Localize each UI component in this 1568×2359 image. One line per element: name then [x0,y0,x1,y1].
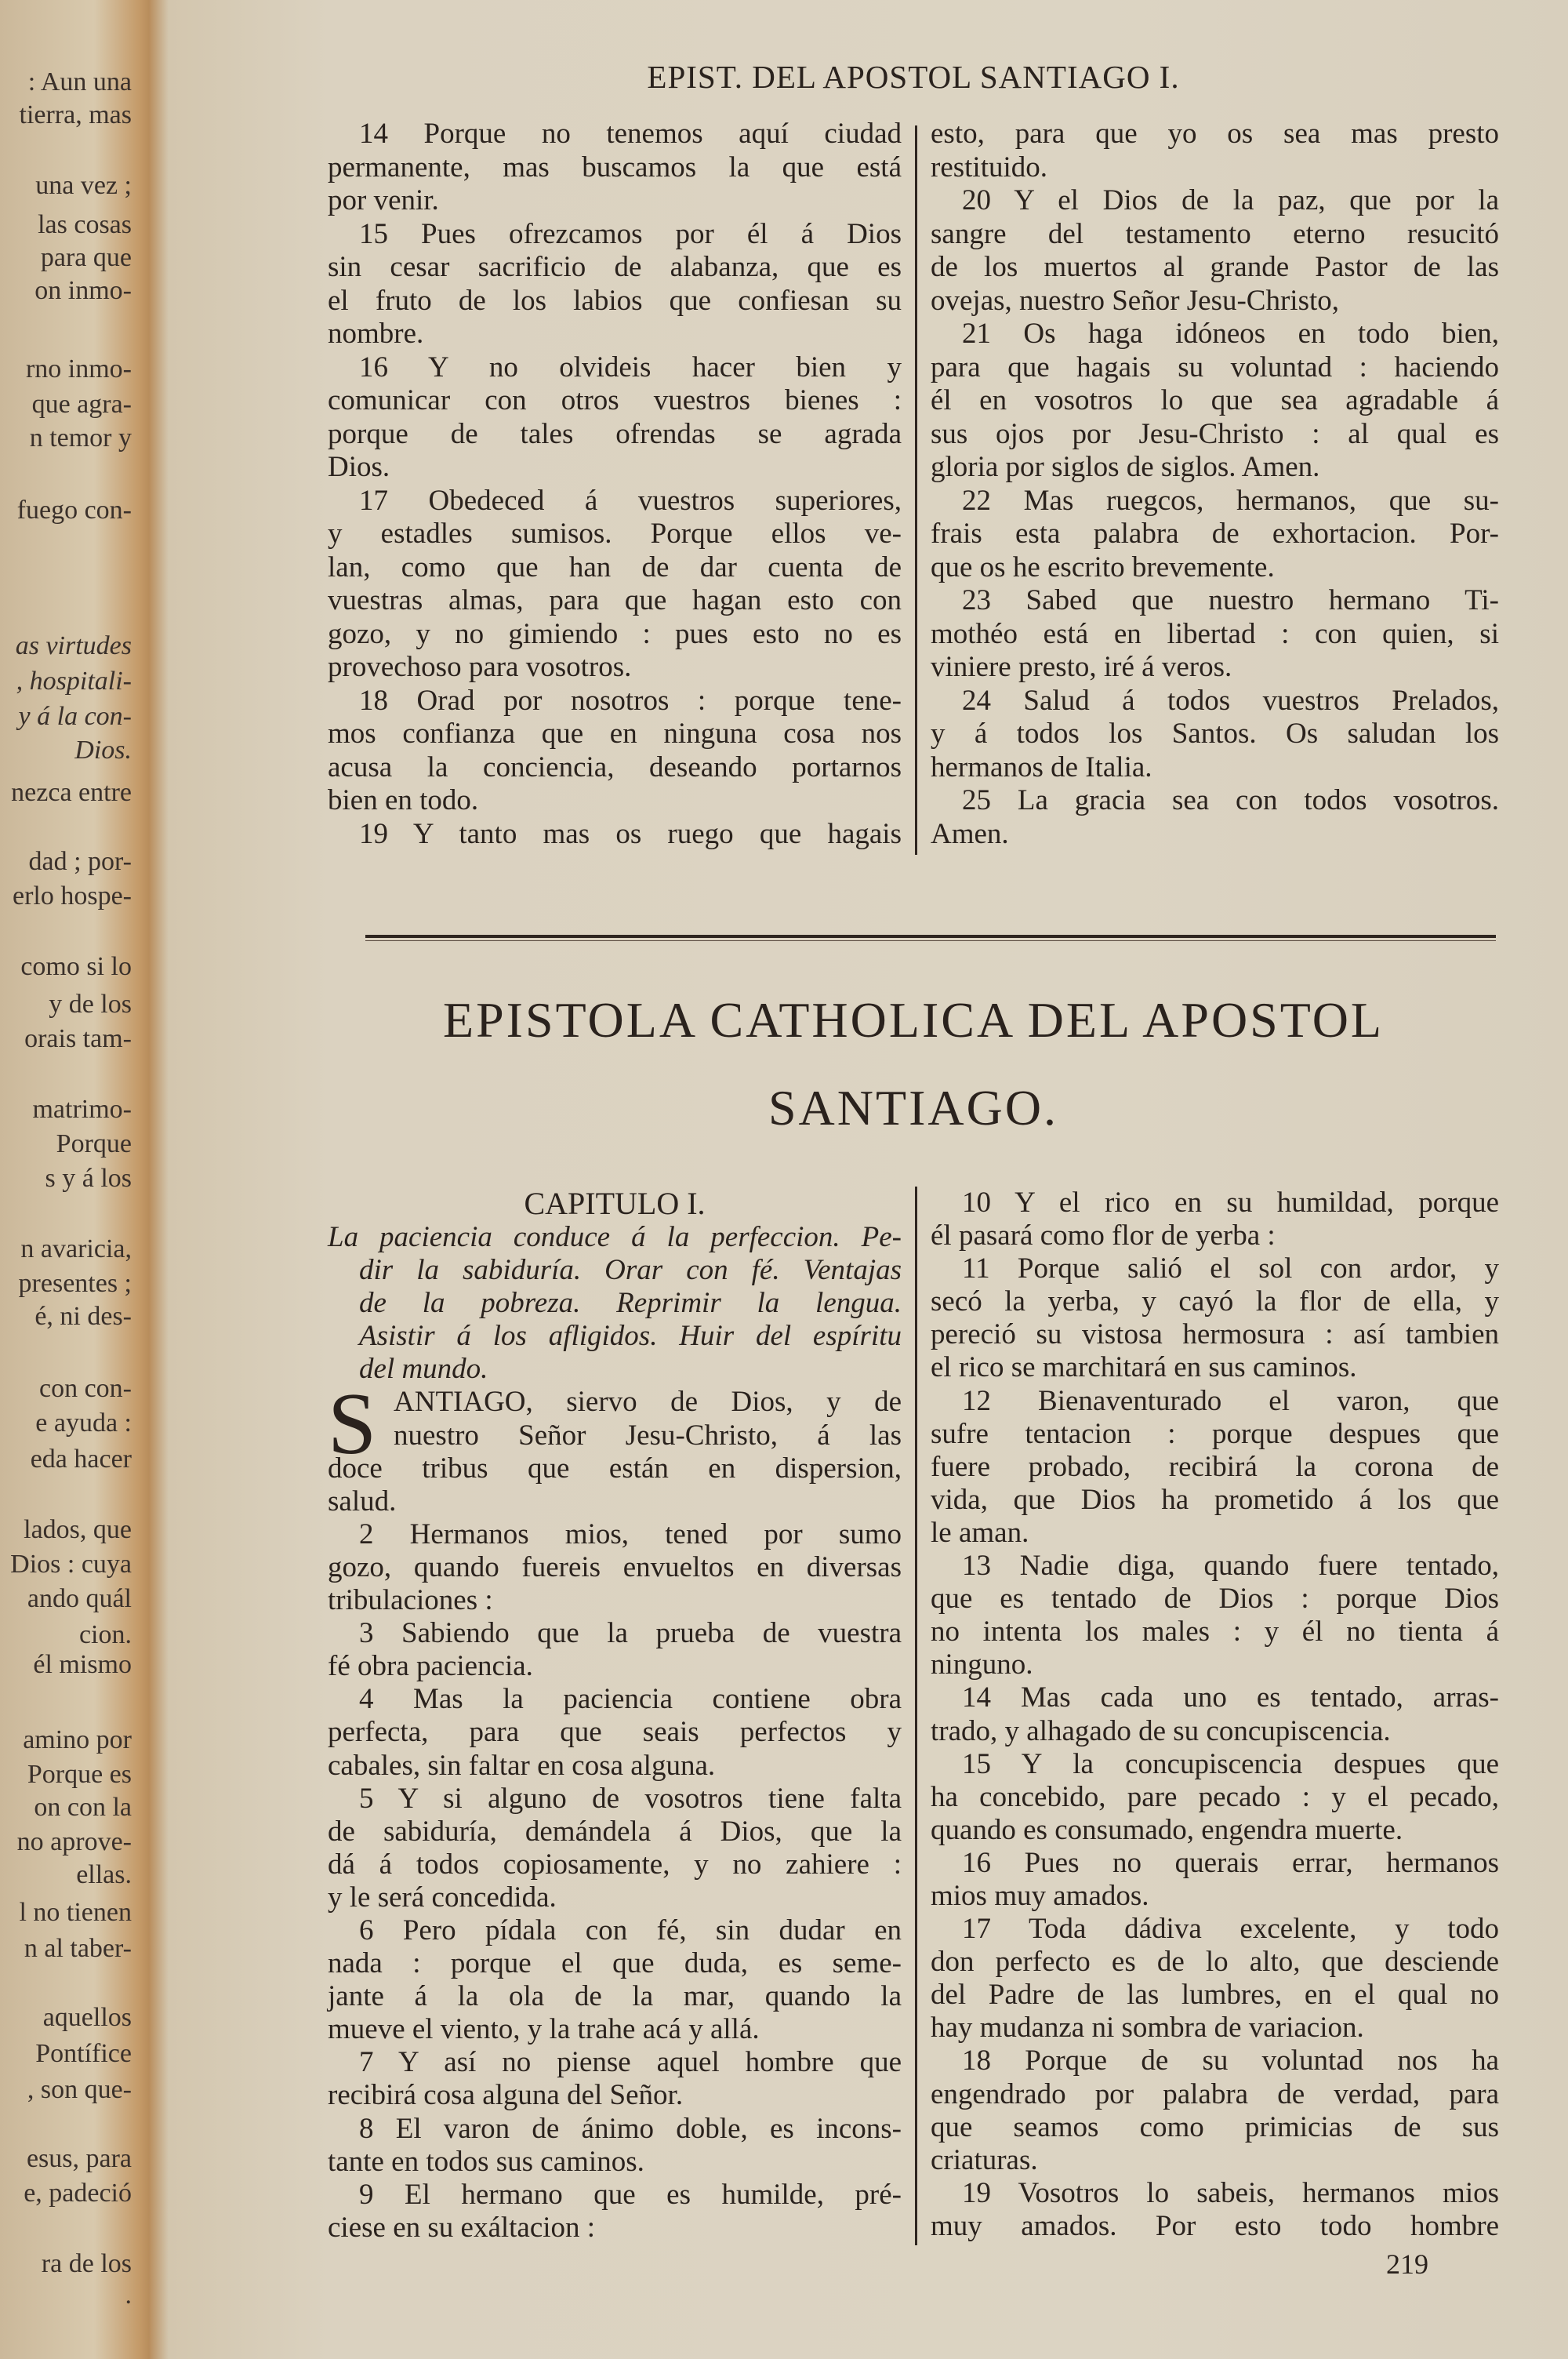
verse-line: 2 Hermanos mios, tened por sumo [359,1518,902,1550]
facing-page-fragment: s y á los [45,1164,132,1193]
text-line: que os he escrito brevemente. [931,551,1275,583]
facing-page-fragment: ellas. [76,1860,132,1889]
text-line: nuestro Señor Jesu-Christo, á las [394,1419,902,1452]
verse-line: 8 El varon de ánimo doble, es incons- [359,2112,902,2145]
text-line: tante en todos sus caminos. [328,2145,644,2178]
text-line: viniere presto, iré á veros. [931,651,1232,683]
text-line: que seamos como primicias de sus [931,2110,1499,2143]
text-line: nombre. [328,318,424,350]
facing-page-fragment: Pontífice [35,2039,132,2068]
text-line: hermanos de Italia. [931,751,1152,783]
chapter-summary [328,1221,902,1386]
text-line: Amen. [931,817,1009,850]
text-line: y estadles sumisos. Porque ellos ve- [328,518,902,550]
text-line: jante á la ola de la mar, quando la [328,1980,902,2013]
facing-page-fragment: . [125,2281,132,2310]
facing-page-fragment: cion. [78,1620,132,1649]
chapter-right-column [931,1187,1499,2243]
facing-page-fragment: una vez ; [35,171,132,200]
text-line: lan, como que han de dar cuenta de [328,551,902,583]
facing-page-fragment: n al taber- [24,1934,132,1963]
text-line: nada : porque el que duda, es seme- [328,1947,902,1980]
text-line: acusa la conciencia, deseando portarnos [328,751,902,783]
text-line: ANTIAGO, siervo de Dios, y de [394,1386,902,1419]
text-line: por venir. [328,184,439,216]
text-line: dá á todos copiosamente, y no zahiere : [328,1848,902,1881]
facing-page-fragment: nezca entre [11,778,132,807]
text-line: bien en todo. [328,784,479,816]
text-line: quando es consumado, engendra muerte. [931,1813,1403,1846]
verse-line: 7 Y así no piense aquel hombre que [359,2046,902,2079]
text-line: sin cesar sacrificio de alabanza, que es [328,251,902,283]
summary-line: del mundo. [359,1353,488,1386]
verse-line: 18 Porque de su voluntad nos ha [962,2045,1499,2077]
facing-page-fragment: l no tienen [19,1898,132,1927]
top-right-column [931,118,1499,851]
text-line: doce tribus que están en dispersion, [328,1452,902,1485]
facing-page-fragment: que agra- [31,390,132,419]
epistle-title-line2: SANTIAGO. [768,1080,1059,1136]
facing-page-fragment: él mismo [33,1650,132,1679]
facing-page-fragment: aquellos [42,2003,132,2032]
text-line: le aman. [931,1516,1029,1549]
text-line: y á todos los Santos. Os saludan los [931,718,1499,750]
facing-page-fragment: y á la con- [18,702,132,731]
text-line: mos confianza que en ninguna cosa nos [328,718,902,750]
facing-page-fragment: erlo hospe- [12,881,132,911]
facing-page-fragment: Dios. [74,736,132,765]
text-line: sus ojos por Jesu-Christo : al qual es [931,417,1499,450]
text-line: restituido. [931,151,1048,184]
verse-line: 11 Porque salió el sol con ardor, y [962,1252,1499,1285]
section-rule [365,935,1496,938]
verse-line: esto, para que yo os sea mas presto [931,118,1499,150]
text-line: el fruto de los labios que confiesan su [328,284,902,317]
text-line: perfecta, para que seais perfectos y [328,1716,902,1749]
text-line: secó la yerba, y cayó la flor de ella, y [931,1285,1499,1318]
facing-page-fragment: tierra, mas [19,100,132,129]
verse-line: 24 Salud á todos vuestros Prelados, [962,684,1499,717]
verse-line: 16 Y no olvideis hacer bien y [359,351,902,383]
page-number: 219 [1386,2248,1428,2280]
text-line: vida, que Dios ha prometido á los que [931,1483,1499,1516]
verse-line: 17 Obedeced á vuestros superiores, [359,484,902,517]
verse-line: 3 Sabiendo que la prueba de vuestra [359,1617,902,1650]
facing-page-edge [0,0,141,2359]
text-line: gozo, y no gimiendo : pues esto no es [328,617,902,650]
text-line: mothéo está en libertad : con quien, si [931,617,1499,650]
column-divider [915,125,917,855]
text-line: vuestras almas, para que hagan esto con [328,584,902,616]
facing-page-fragment: rno inmo- [25,354,132,383]
text-line: ovejas, nuestro Señor Jesu-Christo, [931,284,1340,317]
facing-page-fragment: con con- [38,1374,132,1403]
facing-page-fragment: eda hacer [30,1445,132,1474]
verse-line: 18 Orad por nosotros : porque tene- [359,684,902,717]
text-line: de los muertos al grande Pastor de las [931,251,1499,283]
verse-line: 9 El hermano que es humilde, pré- [359,2178,902,2211]
facing-page-fragment: ando quál [27,1584,132,1613]
text-line: hay mudanza ni sombra de variacion. [931,2012,1364,2045]
summary-line: La paciencia conduce á la perfeccion. Pe- [328,1221,902,1253]
verse-line: 6 Pero pídala con fé, sin dudar en [359,1914,902,1946]
verse-line: 4 Mas la paciencia contiene obra [359,1683,902,1716]
text-line: mios muy amados. [931,1879,1149,1912]
text-line: que es tentado de Dios : porque Dios [931,1583,1499,1616]
text-line: para que hagais su voluntad : haciendo [931,351,1499,383]
text-line: don perfecto es de lo alto, que desciende [931,1946,1499,1979]
verse-line: 15 Y la concupiscencia despues que [962,1747,1499,1780]
text-line: ciese en su exáltacion : [328,2211,596,2244]
facing-page-fragment: dad ; por- [28,847,132,876]
text-line: y le será concedida. [328,1881,557,1914]
facing-page-fragment: fuego con- [16,496,132,525]
verse-line: 19 Vosotros lo sabeis, hermanos mios [962,2176,1499,2209]
verse-line: 15 Pues ofrezcamos por él á Dios [359,217,902,250]
verse-line: 23 Sabed que nuestro hermano Ti- [962,584,1499,616]
text-line: el rico se marchitará en sus caminos. [931,1351,1357,1384]
facing-page-fragment: Porque [56,1129,132,1158]
summary-line: de la pobreza. Reprimir la lengua. [359,1287,902,1320]
facing-page-fragment: , hospitali- [16,667,132,696]
text-line: porque de tales ofrendas se agrada [328,417,902,450]
text-line: ninguno. [931,1648,1033,1681]
verse-line: 19 Y tanto mas os ruego que hagais [359,817,902,850]
verse-line: 10 Y el rico en su humildad, porque [962,1187,1499,1219]
text-line: no intenta los males : y él no tienta á [931,1616,1499,1648]
facing-page-fragment: las cosas [38,210,132,239]
column-divider [915,1187,917,2245]
facing-page-fragment: esus, para [26,2144,132,2173]
text-line: Dios. [328,451,390,483]
facing-page-fragment: orais tam- [24,1024,132,1053]
facing-page-fragment: amino por [23,1725,132,1754]
text-line: salud. [328,1485,397,1518]
facing-page-fragment: presentes ; [18,1269,132,1298]
facing-page-fragment: , son que- [27,2075,132,2104]
facing-page-fragment: para que [40,243,132,272]
text-line: muy amados. Por esto todo hombre [931,2209,1499,2242]
facing-page-fragment: como si lo [20,952,132,981]
verse-line: 14 Mas cada uno es tentado, arras- [962,1681,1499,1714]
text-line: gloria por siglos de siglos. Amen. [931,451,1320,483]
drop-cap: S [328,1376,377,1474]
text-line: engendrado por palabra de verdad, para [931,2077,1499,2110]
facing-page-fragment: no aprove- [16,1827,132,1856]
text-line: de sabiduría, demándela á Dios, que la [328,1815,902,1848]
section-rule-thin [365,940,1496,941]
text-line: sangre del testamento eterno resucitó [931,217,1499,250]
verse-line: 25 La gracia sea con todos vosotros. [962,784,1499,816]
facing-page-fragment: on con la [34,1793,132,1822]
text-line: fuere probado, recibirá la corona de [931,1450,1499,1483]
text-line: del Padre de las lumbres, en el qual no [931,1979,1499,2012]
text-line: él pasará como flor de yerba : [931,1219,1276,1252]
text-line: fé obra paciencia. [328,1650,533,1683]
text-line: pereció su vistosa hermosura : así tambien [931,1318,1499,1351]
summary-line: Asistir á los afligidos. Huir del espíritu [359,1320,902,1353]
chapter-left-column [328,1187,902,2245]
text-line: criaturas. [931,2143,1038,2176]
verse-line: 12 Bienaventurado el varon, que [962,1384,1499,1417]
facing-page-fragment: e ayuda : [35,1408,132,1438]
text-line: ha concebido, pare pecado : y el pecado, [931,1780,1499,1813]
epistle-title: EPISTOLA CATHOLICA DEL APOSTOL [442,992,1385,1048]
facing-page-fragment: Dios : cuya [10,1550,132,1579]
facing-page-fragment: n avaricia, [20,1234,132,1263]
facing-page-fragment: as virtudes [15,631,132,660]
text-line: gozo, quando fuereis envueltos en diversas [328,1550,902,1583]
summary-line: dir la sabiduría. Orar con fé. Ventajas [359,1254,902,1287]
verse-line: 20 Y el Dios de la paz, que por la [962,184,1499,216]
text-line: frais esta palabra de exhortacion. Por- [931,518,1499,550]
running-header: EPIST. DEL APOSTOL SANTIAGO I. [647,59,1180,95]
facing-page-fragment: Porque es [27,1760,132,1789]
facing-page-fragment: n temor y [29,423,132,453]
text-line: cabales, sin faltar en cosa alguna. [328,1749,716,1782]
text-line: permanente, mas buscamos la que está [328,151,902,184]
text-line: recibirá cosa alguna del Señor. [328,2079,684,2112]
text-line: sufre tentacion : porque despues que [931,1417,1499,1450]
facing-page-fragment: e, padeció [24,2179,132,2208]
text-line: él en vosotros lo que sea agradable á [931,384,1499,416]
verse-line: 13 Nadie diga, quando fuere tentado, [962,1550,1499,1583]
opening-paragraph [328,1376,902,1518]
facing-page-fragment: y de los [49,990,132,1019]
facing-page-fragment: lados, que [24,1515,132,1544]
verse-line: 14 Porque no tenemos aquí ciudad [359,118,902,150]
chapter-heading: CAPITULO I. [524,1186,706,1221]
text-line: comunicar con otros vuestros bienes : [328,384,902,416]
verse-line: 16 Pues no querais errar, hermanos [962,1846,1499,1879]
text-line: trado, y alhagado de su concupiscencia. [931,1714,1391,1747]
top-left-column [328,118,902,851]
text-line: tribulaciones : [328,1584,493,1617]
facing-page-fragment: on inmo- [34,276,132,305]
verse-line: 21 Os haga idóneos en todo bien, [962,318,1499,350]
verse-line: 17 Toda dádiva excelente, y todo [962,1913,1499,1946]
facing-page-fragment: é, ni des- [34,1302,132,1331]
verse-line: 22 Mas ruegcos, hermanos, que su- [962,484,1499,517]
text-line: mueve el viento, y la trahe acá y allá. [328,2013,760,2046]
facing-page-fragment: matrimo- [32,1095,132,1124]
facing-page-fragment: : Aun una [27,67,132,96]
verse-line: 5 Y si alguno de vosotros tiene falta [359,1782,902,1815]
facing-page-fragment: ra de los [41,2249,132,2278]
text-line: provechoso para vosotros. [328,651,632,683]
